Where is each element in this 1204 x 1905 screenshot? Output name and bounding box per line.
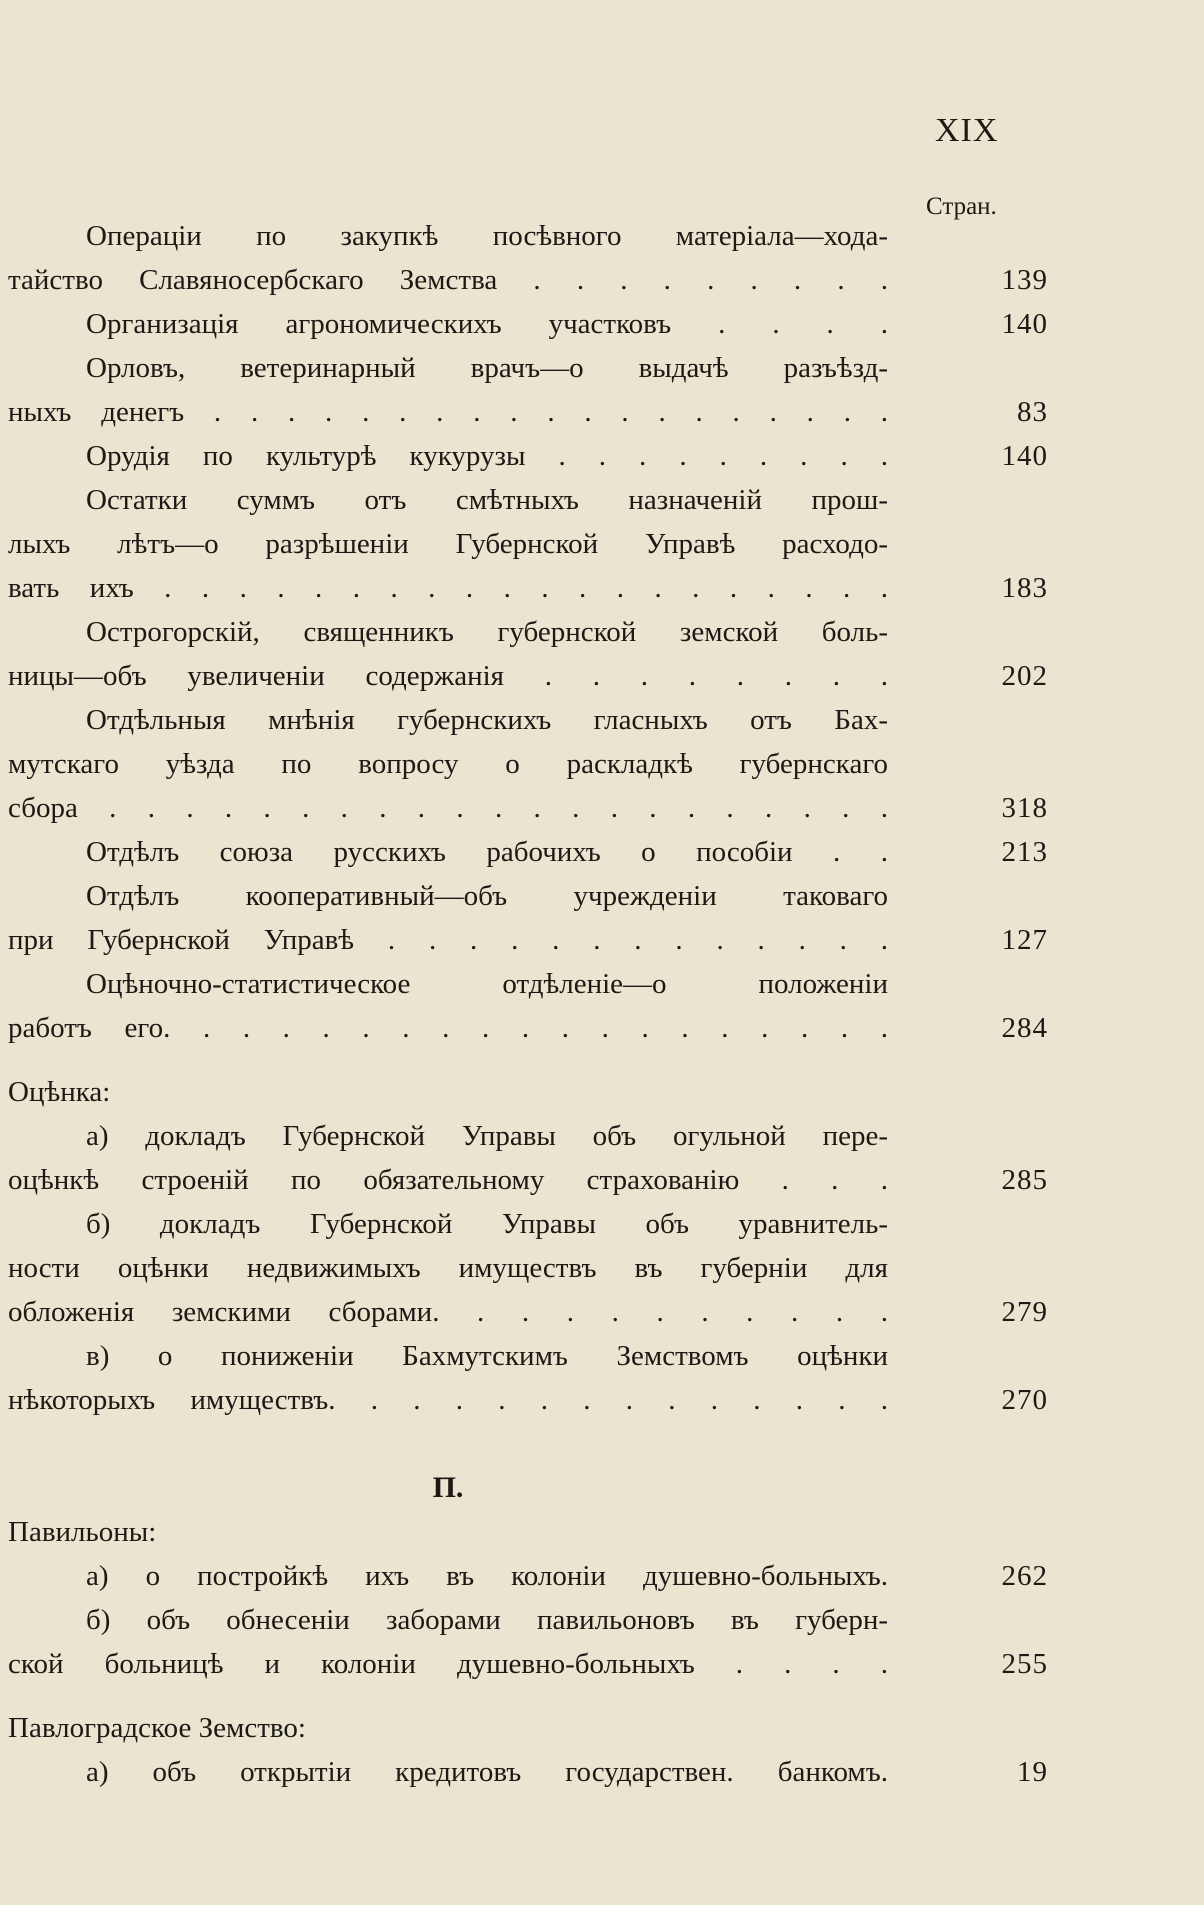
- entry-page-number: 318: [1001, 792, 1048, 824]
- index-entry-line: [8, 610, 1048, 654]
- index-entry-line: [8, 258, 1048, 302]
- index-entry-line: [8, 302, 1048, 346]
- index-entry-line: [8, 1750, 1048, 1794]
- entry-text: Орловъ, ветеринарный врачъ—о выдачѣ разъѣзд-: [86, 352, 888, 384]
- group-heading-text: Павлоградское Земство:: [8, 1712, 306, 1744]
- index-entry-line: [8, 698, 1048, 742]
- entry-page-number: 19: [1017, 1756, 1048, 1788]
- entry-text: а) объ открытіи кредитовъ государствен. банкомъ.: [86, 1756, 888, 1788]
- index-entry-line: [8, 874, 1048, 918]
- entry-page-number: 270: [1001, 1384, 1048, 1416]
- entry-text: Отдѣльныя мнѣнія губернскихъ гласныхъ отъ Бах-: [86, 704, 888, 736]
- entry-text: ницы—объ увеличеніи содержанія . . . . . . . .: [8, 660, 888, 692]
- index-entry-line: [8, 522, 1048, 566]
- entry-page-number: 279: [1001, 1296, 1048, 1328]
- index-entry-line: [8, 1378, 1048, 1422]
- index-entry-line: [8, 434, 1048, 478]
- entry-text: б) объ обнесеніи заборами павильоновъ въ губерн-: [86, 1604, 888, 1636]
- entry-text: ской больницѣ и колоніи душевно-больныхъ . . . .: [8, 1648, 888, 1680]
- page-number: XIX: [935, 112, 999, 149]
- index-entry-line: [8, 654, 1048, 698]
- entry-text: Операціи по закупкѣ посѣвного матеріала—хода-: [86, 220, 888, 252]
- entry-text: Остатки суммъ отъ смѣтныхъ назначеній прош-: [86, 484, 888, 516]
- group-heading-text: Павильоны:: [8, 1516, 157, 1548]
- index-entry-line: [8, 566, 1048, 610]
- index-entry-line: [8, 214, 1048, 258]
- entry-page-number: 255: [1001, 1648, 1048, 1680]
- entry-text: а) докладъ Губернской Управы объ огульной пере-: [86, 1120, 888, 1152]
- entry-text: а) о постройкѣ ихъ въ колоніи душевно-больныхъ.: [86, 1560, 888, 1592]
- index-entry-line: [8, 962, 1048, 1006]
- index-entry-line: [8, 1158, 1048, 1202]
- index-entry-line: [8, 346, 1048, 390]
- group-heading: [8, 1070, 1048, 1114]
- section-letter: П.: [432, 1471, 464, 1504]
- entry-text: ныхъ денегъ . . . . . . . . . . . . . . . . . . .: [8, 396, 888, 428]
- entry-text: вать ихъ . . . . . . . . . . . . . . . . . . . .: [8, 572, 888, 604]
- index-entries-pavlograd: [8, 1750, 1048, 1794]
- index-entry-line: [8, 1334, 1048, 1378]
- entry-page-number: 139: [1001, 264, 1048, 296]
- entry-page-number: 285: [1001, 1164, 1048, 1196]
- index-entry-line: [8, 830, 1048, 874]
- entry-text: оцѣнкѣ строеній по обязательному страхованію . . .: [8, 1164, 888, 1196]
- entry-text: тайство Славяносербскаго Земства . . . . . . . . .: [8, 264, 888, 296]
- index-entry-line: [8, 1202, 1048, 1246]
- group-heading-text: Оцѣнка:: [8, 1076, 111, 1108]
- entry-text: обложенія земскими сборами. . . . . . . . . . .: [8, 1296, 888, 1328]
- entry-page-number: 127: [1001, 924, 1048, 956]
- index-entry-line: [8, 1290, 1048, 1334]
- index-content: [8, 214, 1048, 1794]
- entry-text: Отдѣлъ союза русскихъ рабочихъ о пособіи . .: [86, 836, 888, 868]
- entry-page-number: 140: [1001, 440, 1048, 472]
- index-entries-o: [8, 214, 1048, 1050]
- index-entry-line: [8, 1598, 1048, 1642]
- entry-page-number: 202: [1001, 660, 1048, 692]
- index-entry-line: [8, 390, 1048, 434]
- index-entry-line: [8, 742, 1048, 786]
- group-heading: [8, 1706, 1048, 1750]
- entry-text: ности оцѣнки недвижимыхъ имуществъ въ губерніи для: [8, 1252, 888, 1284]
- entry-text: Острогорскій, священникъ губернской земской боль-: [86, 616, 888, 648]
- entry-page-number: 183: [1001, 572, 1048, 604]
- index-entries-otsenka: [8, 1114, 1048, 1422]
- entry-text: Орудія по культурѣ кукурузы . . . . . . . . .: [86, 440, 888, 472]
- entry-text: б) докладъ Губернской Управы объ уравнитель-: [86, 1208, 888, 1240]
- group-heading: [8, 1510, 1048, 1554]
- index-entry-line: [8, 1006, 1048, 1050]
- entry-text: нѣкоторыхъ имуществъ. . . . . . . . . . . . . .: [8, 1384, 888, 1416]
- entry-text: лыхъ лѣтъ—о разрѣшеніи Губернской Управѣ расходо-: [8, 528, 888, 560]
- entry-page-number: 140: [1001, 308, 1048, 340]
- entry-text: Организація агрономическихъ участковъ . . . .: [86, 308, 888, 340]
- entry-text: Отдѣлъ кооперативный—объ учрежденіи таковаго: [86, 880, 888, 912]
- index-entry-line: [8, 786, 1048, 830]
- entry-text: работъ его. . . . . . . . . . . . . . . . . . .: [8, 1012, 888, 1044]
- index-entry-line: [8, 918, 1048, 962]
- entry-text: сбора . . . . . . . . . . . . . . . . . . . . .: [8, 792, 888, 824]
- entry-page-number: 262: [1001, 1560, 1048, 1592]
- entry-page-number: 83: [1017, 396, 1048, 428]
- entry-text: мутскаго уѣзда по вопросу о раскладкѣ губернскаго: [8, 748, 888, 780]
- entry-page-number: 213: [1001, 836, 1048, 868]
- index-entry-line: [8, 478, 1048, 522]
- entry-text: при Губернской Управѣ . . . . . . . . . . . . .: [8, 924, 888, 956]
- index-entry-line: [8, 1642, 1048, 1686]
- page-column-label: Стран.: [926, 193, 997, 220]
- index-entry-line: [8, 1246, 1048, 1290]
- entry-text: Оцѣночно-статистическое отдѣленіе—о положеніи: [86, 968, 888, 1000]
- entry-page-number: 284: [1001, 1012, 1048, 1044]
- index-entries-pavilony: [8, 1554, 1048, 1686]
- entry-text: в) о пониженіи Бахмутскимъ Земствомъ оцѣнки: [86, 1340, 888, 1372]
- index-entry-line: [8, 1114, 1048, 1158]
- index-entry-line: [8, 1554, 1048, 1598]
